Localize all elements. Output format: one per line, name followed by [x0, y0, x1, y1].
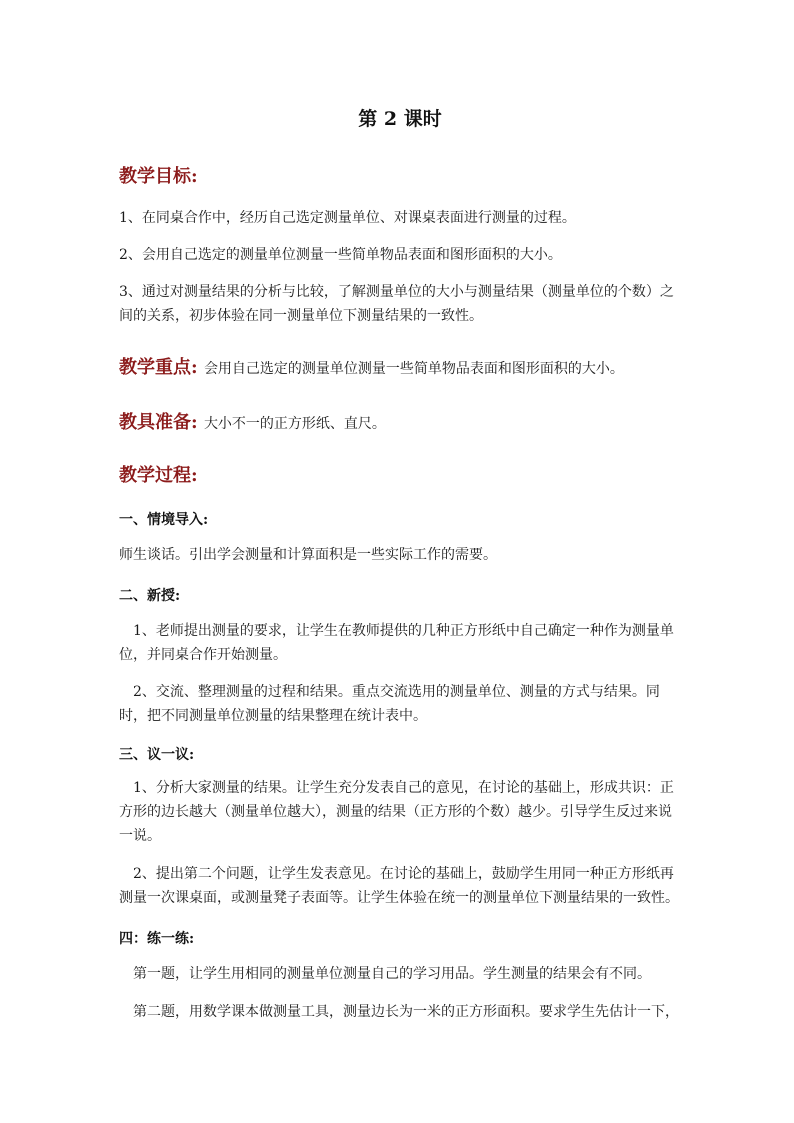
objectives-heading: 教学目标:: [119, 166, 198, 187]
section-paragraph: 1、老师提出测量的要求，让学生在教师提供的几种正方形纸中自己确定一种作为测量单位，并同桌合作开始测量。: [119, 623, 674, 663]
section-paragraph: 1、分析大家测量的结果。让学生充分发表自己的意见，在讨论的基础上，形成共识：正方形的边长越大（测量单位越大），测量的结果（正方形的个数）越少。引导学生反过来说一说。: [119, 780, 674, 844]
key-point-label: 教学重点:: [119, 357, 198, 378]
section-paragraph: 2、交流、整理测量的过程和结果。重点交流选用的测量单位、测量的方式与结果。同时，把不同测量单位测量的结果整理在统计表中。: [119, 684, 660, 724]
materials-text: 大小不一的正方形纸、直尺。: [203, 416, 386, 432]
section-title-practice: 四：练一练:: [119, 931, 195, 947]
objective-item-3: 3、通过对测量结果的分析与比较，了解测量单位的大小与测量结果（测量单位的个数）之间的关系，初步体验在同一测量单位下测量结果的一致性。: [119, 284, 674, 324]
key-point-text: 会用自己选定的测量单位测量一些简单物品表面和图形面积的大小。: [203, 361, 624, 377]
materials-heading: [119, 408, 386, 434]
key-point-heading: [119, 353, 624, 379]
objective-item-2: 2、会用自己选定的测量单位测量一些简单物品表面和图形面积的大小。: [119, 247, 562, 263]
section-paragraph: 第二题，用数学课本做测量工具，测量边长为一米的正方形面积。要求学生先估计一下，: [133, 1004, 679, 1020]
process-heading: 教学过程:: [119, 465, 198, 486]
section-paragraph: 2、提出第二个问题，让学生发表意见。在讨论的基础上，鼓励学生用同一种正方形纸再测量一次课桌面，或测量凳子表面等。让学生体验在统一的测量单位下测量结果的一致性。: [119, 866, 679, 906]
section-title-intro: 一、情境导入:: [119, 512, 209, 528]
objective-item-1: 1、在同桌合作中，经历自己选定测量单位、对课桌表面进行测量的过程。: [119, 210, 576, 226]
page-title: 第 2 课时: [358, 108, 442, 130]
section-title-new: 二、新授:: [119, 588, 181, 604]
section-paragraph: 第一题，让学生用相同的测量单位测量自己的学习用品。学生测量的结果会有不同。: [133, 966, 651, 982]
section-title-discuss: 三、议一议:: [119, 747, 195, 763]
section-paragraph: 师生谈话。引出学会测量和计算面积是一些实际工作的需要。: [119, 547, 497, 563]
materials-label: 教具准备:: [119, 412, 198, 433]
